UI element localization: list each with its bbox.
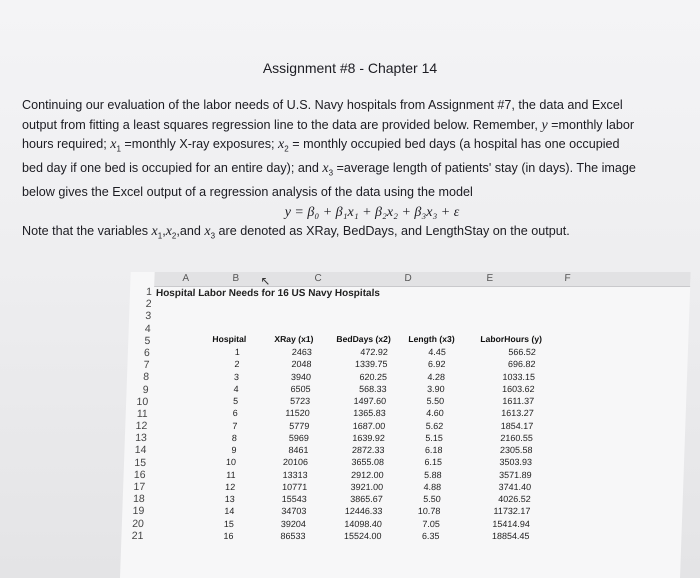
column-header: B bbox=[232, 273, 240, 284]
table-cell: 14 bbox=[224, 506, 235, 517]
table-cell: 15524.00 bbox=[343, 530, 382, 541]
text-line: bed day if one bed is occupied for an entire day); and $x_3$ =average length of patients' stay (in days). The image bbox=[22, 161, 636, 178]
row-number: 7 bbox=[143, 359, 150, 372]
table-cell: 1639.92 bbox=[352, 432, 386, 443]
table-cell: 5.15 bbox=[425, 432, 444, 443]
table-cell: 3 bbox=[233, 371, 240, 382]
text-line: Continuing our evaluation of the labor needs of U.S. Navy hospitals from Assignment #7, the data and Excel bbox=[22, 98, 623, 112]
table-cell: 3741.40 bbox=[498, 481, 532, 492]
table-cell: 3921.00 bbox=[350, 481, 384, 492]
table-cell: 34703 bbox=[281, 506, 307, 517]
table-cell: 5.62 bbox=[425, 420, 444, 431]
row-number: 6 bbox=[143, 346, 151, 359]
table-cell: 8 bbox=[231, 432, 238, 443]
text-line: output from fitting a least squares regression line to the data are provided below. Remember, y =monthly labor bbox=[22, 117, 635, 133]
table-cell: 15414.94 bbox=[492, 518, 531, 529]
header-length: Length (x3) bbox=[408, 334, 455, 344]
table-cell: 3.90 bbox=[426, 383, 445, 394]
table-cell: 1603.62 bbox=[501, 383, 535, 394]
table-cell: 2160.55 bbox=[500, 432, 534, 443]
table-cell: 2048 bbox=[291, 359, 312, 370]
row-number: 17 bbox=[133, 481, 146, 493]
assignment-title: Assignment #8 - Chapter 14 bbox=[262, 60, 438, 76]
table-cell: 3503.93 bbox=[499, 457, 533, 468]
table-cell: 2 bbox=[234, 359, 240, 370]
text-line: hours required; $x_1$ =monthly X-ray exposures; $x_2$ = monthly occupied bed days (a hospital has one occupied bbox=[22, 137, 620, 154]
table-cell: 2912.00 bbox=[350, 469, 384, 480]
col-beddays bbox=[333, 346, 388, 542]
table-cell: 1611.37 bbox=[502, 396, 535, 406]
table-cell: 5.88 bbox=[423, 469, 442, 480]
table-cell: 10771 bbox=[281, 481, 308, 492]
table-cell: 1 bbox=[234, 347, 241, 357]
table-cell: 4.60 bbox=[426, 408, 444, 419]
table-cell: 4 bbox=[233, 383, 239, 394]
row-number: 21 bbox=[131, 529, 144, 542]
col-xray bbox=[271, 346, 312, 542]
table-cell: 6.92 bbox=[427, 359, 446, 370]
column-header: F bbox=[564, 273, 571, 284]
row-number: 4 bbox=[144, 322, 151, 335]
table-cell: 18854.45 bbox=[491, 530, 530, 541]
row-number: 3 bbox=[145, 310, 152, 323]
row-number: 20 bbox=[132, 517, 145, 530]
table-cell: 6 bbox=[232, 408, 238, 419]
table-cell: 14098.40 bbox=[344, 518, 383, 529]
table-cell: 4026.52 bbox=[498, 494, 531, 504]
row-number: 16 bbox=[133, 468, 146, 481]
header-beddays: BedDays (x2) bbox=[336, 334, 391, 344]
table-cell: 5.50 bbox=[426, 396, 445, 406]
table-cell: 11 bbox=[226, 469, 236, 480]
table-cell: 5723 bbox=[289, 396, 311, 406]
table-cell: 3571.89 bbox=[498, 469, 532, 480]
sheet-title: Hospital Labor Needs for 16 US Navy Hospitals bbox=[155, 288, 381, 299]
table-cell: 3865.67 bbox=[350, 494, 383, 504]
row-number: 13 bbox=[134, 432, 148, 445]
column-header: E bbox=[486, 273, 494, 284]
note-line: Note that the variables $x_1,x_2,and$ $x_3$ are denoted as XRay, BedDays, and LengthStay on the output. bbox=[22, 224, 570, 241]
table-cell: 8461 bbox=[288, 445, 309, 455]
row-number: 9 bbox=[142, 383, 149, 396]
table-cell: 3655.08 bbox=[351, 457, 385, 468]
row-number: 5 bbox=[144, 334, 151, 347]
table-cell: 6.15 bbox=[424, 457, 443, 468]
regression-model: y = β₀ + β₁x₁ + β₂x₂ + β₃x₃ + ε bbox=[284, 204, 460, 220]
table-cell: 6.35 bbox=[421, 530, 440, 541]
table-cell: 1613.27 bbox=[501, 408, 534, 419]
table-cell: 10 bbox=[225, 457, 237, 468]
row-number: 14 bbox=[134, 444, 147, 457]
table-cell: 7.05 bbox=[422, 518, 441, 529]
table-cell: 1033.15 bbox=[502, 371, 536, 382]
table-cell: 696.82 bbox=[507, 359, 536, 370]
table-cell: 12 bbox=[224, 481, 236, 492]
table-cell: 4.45 bbox=[428, 347, 447, 357]
table-cell: 86533 bbox=[280, 530, 306, 541]
row-number: 2 bbox=[145, 298, 152, 311]
table-cell: 5779 bbox=[289, 420, 310, 431]
table-cell: 1854.17 bbox=[500, 420, 534, 431]
row-number: 8 bbox=[142, 371, 150, 384]
table-cell: 11732.17 bbox=[493, 506, 531, 517]
header-hospital: Hospital bbox=[212, 334, 247, 344]
table-cell: 13 bbox=[224, 494, 235, 504]
row-number: 10 bbox=[136, 395, 149, 408]
table-cell: 1497.60 bbox=[353, 396, 387, 406]
row-number: 15 bbox=[134, 456, 147, 469]
row-number-column bbox=[127, 286, 152, 542]
table-cell: 1365.83 bbox=[353, 408, 386, 419]
col-hospital bbox=[217, 346, 240, 542]
table-cell: 2305.58 bbox=[499, 445, 533, 455]
table-cell: 1687.00 bbox=[352, 420, 386, 431]
row-number: 11 bbox=[136, 407, 148, 420]
table-cell: 4.88 bbox=[423, 481, 442, 492]
table-cell: 566.52 bbox=[508, 347, 537, 357]
row-number: 19 bbox=[132, 505, 145, 518]
table-cell: 20106 bbox=[282, 457, 309, 468]
table-cell: 4.28 bbox=[427, 371, 446, 382]
col-labor bbox=[485, 346, 536, 542]
row-number: 1 bbox=[145, 286, 153, 298]
table-cell: 2463 bbox=[291, 347, 313, 357]
mouse-cursor-icon: ↖ bbox=[260, 274, 271, 288]
table-cell: 13313 bbox=[282, 469, 308, 480]
table-cell: 1339.75 bbox=[354, 359, 388, 370]
table-cell: 6.18 bbox=[424, 445, 443, 455]
table-cell: 5 bbox=[232, 396, 239, 406]
table-cell: 39204 bbox=[280, 518, 307, 529]
table-cell: 11520 bbox=[285, 408, 310, 419]
header-xray: XRay (x1) bbox=[274, 334, 314, 344]
table-cell: 568.33 bbox=[358, 383, 387, 394]
table-cell: 3940 bbox=[290, 371, 312, 382]
column-header: D bbox=[404, 273, 412, 284]
row-number: 12 bbox=[135, 420, 148, 433]
header-labor: LaborHours (y) bbox=[480, 334, 543, 344]
table-cell: 5.50 bbox=[423, 494, 441, 504]
problem-text bbox=[22, 96, 682, 246]
column-header: C bbox=[314, 273, 322, 284]
table-cell: 5969 bbox=[288, 432, 310, 443]
table-cell: 15 bbox=[223, 518, 235, 529]
table-cell: 9 bbox=[231, 445, 237, 455]
table-cell: 6505 bbox=[290, 383, 311, 394]
column-header: A bbox=[182, 273, 190, 284]
row-number: 18 bbox=[132, 493, 145, 506]
table-cell: 12446.33 bbox=[344, 506, 383, 517]
table-cell: 15543 bbox=[281, 494, 307, 504]
col-length bbox=[409, 346, 446, 542]
column-header-row bbox=[154, 272, 691, 287]
table-cell: 472.92 bbox=[360, 347, 389, 357]
text-line: below gives the Excel output of a regression analysis of the data using the model bbox=[22, 185, 473, 200]
table-cell: 10.78 bbox=[417, 506, 441, 517]
table-cell: 7 bbox=[232, 420, 238, 431]
table-cell: 2872.33 bbox=[351, 445, 385, 455]
excel-sheet-image bbox=[120, 272, 691, 578]
table-cell: 16 bbox=[223, 530, 234, 541]
table-cell: 620.25 bbox=[359, 371, 388, 382]
